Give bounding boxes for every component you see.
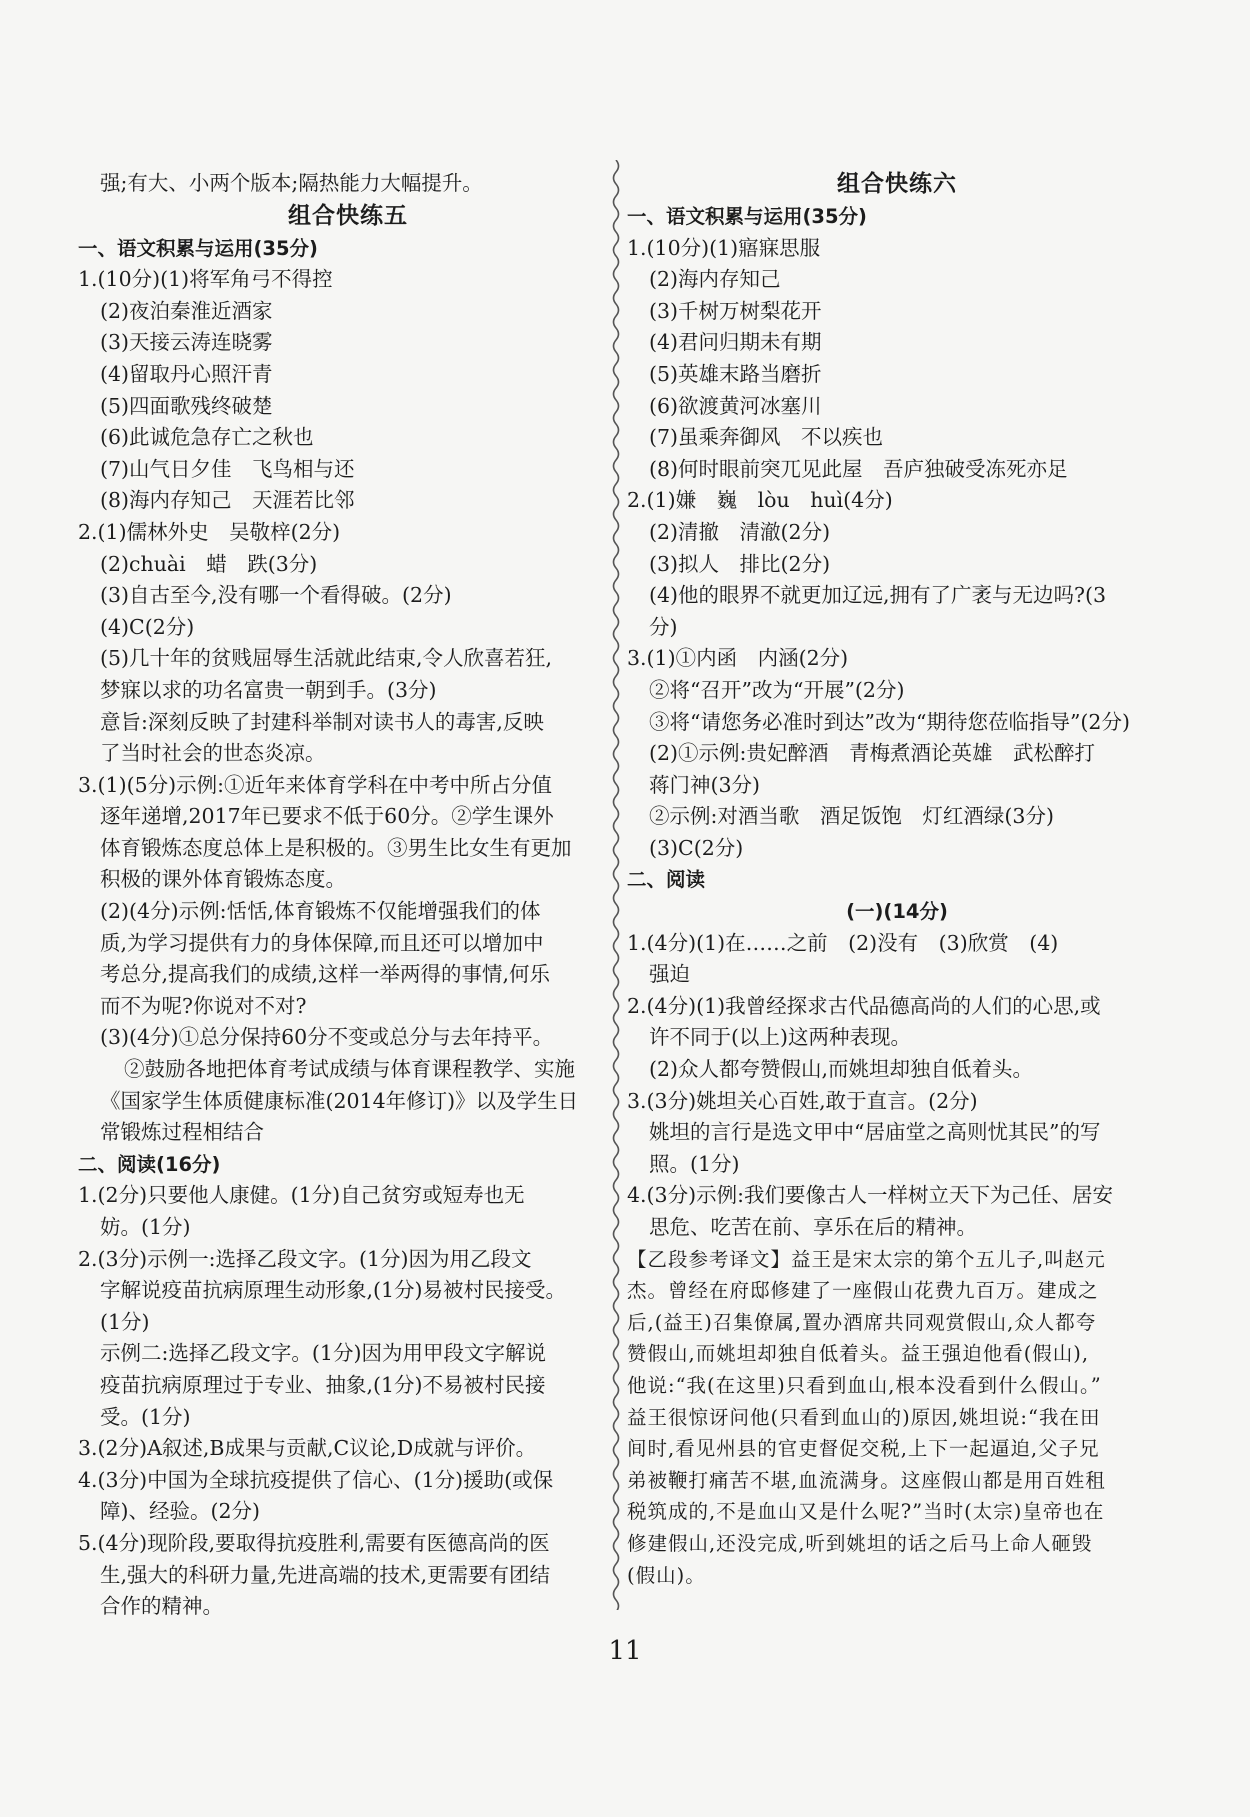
text-line: (2)(4分)示例:恬恬,体育锻炼不仅能增强我们的体 [100, 899, 541, 924]
text-line: 体育锻炼态度总体上是积极的。③男生比女生有更加 [100, 835, 572, 860]
text-line: 3.(3分)姚坦关心百姓,敢于直言。(2分) [627, 1088, 978, 1113]
section-title: 组合快练五 [288, 202, 408, 229]
text-line: (3)天接云涛连晓雾 [100, 330, 273, 355]
text-line: 赞假山,而姚坦却独自低着头。益王强迫他看(假山), [627, 1342, 1090, 1366]
text-line: (7)虽乘奔御风 不以疾也 [649, 425, 884, 450]
text-line: (2)海内存知己 [649, 267, 781, 292]
text-line: 了当时社会的世态炎凉。 [100, 741, 326, 766]
text-line: (4)君问归期未有期 [649, 330, 822, 355]
column-divider [609, 160, 623, 1610]
text-line: 2.(3分)示例一:选择乙段文字。(1分)因为用乙段文 [78, 1246, 532, 1271]
text-line: (2)chuài 蜡 跌(3分) [100, 551, 318, 576]
text-line: 2.(1)儒林外史 吴敬梓(2分) [78, 519, 341, 544]
text-line: 4.(3分)中国为全球抗疫提供了信心、(1分)援助(或保 [78, 1467, 554, 1492]
text-line: (4)C(2分) [100, 614, 195, 639]
text-line: 常锻炼过程相结合 [100, 1120, 264, 1145]
text-line: 后,(益王)召集僚属,置办酒席共同观赏假山,众人都夸 [627, 1310, 1097, 1334]
text-line: 他说:“我(在这里)只看到血山,根本没看到什么假山。” [627, 1373, 1102, 1397]
text-line: 蒋门神(3分) [649, 772, 761, 797]
section-heading: 一、语文积累与运用(35分) [627, 205, 867, 228]
text-line: 疫苗抗病原理过于专业、抽象,(1分)不易被村民接 [100, 1372, 546, 1397]
text-line: (3)千树万树梨花开 [649, 298, 822, 323]
text-line: 照。(1分) [649, 1151, 740, 1176]
text-line: (6)此诚危急存亡之秋也 [100, 425, 314, 450]
text-line: (2)众人都夸赞假山,而姚坦却独自低着头。 [649, 1057, 1034, 1082]
right-column [627, 168, 1167, 1591]
text-line: 姚坦的言行是选文甲中“居庙堂之高则忧其民”的写 [649, 1120, 1101, 1145]
text-line: 妨。(1分) [100, 1215, 191, 1239]
text-line: (6)欲渡黄河冰塞川 [649, 393, 822, 418]
text-line: 梦寐以求的功名富贵一朝到手。(3分) [100, 677, 437, 702]
text-line: 间时,看见州县的官吏督促交税,上下一起逼迫,父子兄 [627, 1437, 1100, 1461]
text-line: 【乙段参考译文】益王是宋太宗的第个五儿子,叫赵元 [627, 1247, 1106, 1271]
text-line: ③将“请您务必准时到达”改为“期待您莅临指导”(2分) [649, 709, 1130, 734]
text-line: 许不同于(以上)这两种表现。 [649, 1025, 911, 1050]
text-line: 3.(1)(5分)示例:①近年来体育学科在中考中所占分值 [78, 772, 553, 797]
text-line: 1.(10分)(1)将军角弓不得控 [78, 267, 333, 292]
section-heading: 一、语文积累与运用(35分) [78, 236, 318, 260]
text-line: ②将“召开”改为“开展”(2分) [649, 677, 905, 702]
text-line: 考总分,提高我们的成绩,这样一举两得的事情,何乐 [100, 962, 551, 987]
text-line: 障)、经验。(2分) [100, 1499, 261, 1524]
text-line: 分) [649, 614, 678, 639]
text-line: 修建假山,还没完成,听到姚坦的话之后马上命人砸毁 [627, 1531, 1093, 1555]
section-heading: 二、阅读 [627, 868, 706, 892]
text-line: (3)C(2分) [649, 835, 744, 860]
text-line: 益王很惊讶问他(只看到血山的)原因,姚坦说:“我在田 [627, 1405, 1101, 1429]
text-line: 强;有大、小两个版本;隔热能力大幅提升。 [100, 171, 483, 195]
text-line: 1.(4分)(1)在……之前 (2)没有 (3)欣赏 (4) [627, 930, 1059, 955]
text-line: (1分) [100, 1309, 150, 1334]
text-line: (2)清撤 清澈(2分) [649, 519, 831, 544]
text-line: 4.(3分)示例:我们要像古人一样树立天下为己任、居安 [627, 1183, 1114, 1208]
text-line: 2.(1)嫌 巍 lòu huì(4分) [627, 488, 893, 513]
text-line: ②鼓励各地把体育考试成绩与体育课程教学、实施 [124, 1057, 575, 1082]
text-line: 而不为呢?你说对不对? [100, 993, 307, 1018]
text-line: (8)何时眼前突兀见此屋 吾庐独破受冻死亦足 [649, 456, 1068, 481]
section-heading: 二、阅读(16分) [78, 1152, 221, 1176]
text-line: 5.(4分)现阶段,要取得抗疫胜利,需要有医德高尚的医 [78, 1530, 550, 1555]
text-line: 受。(1分) [100, 1404, 191, 1429]
text-line: 积极的课外体育锻炼态度。 [100, 867, 346, 892]
text-line: 税筑成的,不是血山又是什么呢?”当时(太宗)皇帝也在 [627, 1500, 1105, 1524]
text-line: 意旨:深刻反映了封建科举制对读书人的毒害,反映 [100, 709, 544, 734]
text-line: 3.(1)①内函 内涵(2分) [627, 646, 849, 671]
text-line: ②示例:对酒当歌 酒足饭饱 灯红酒绿(3分) [649, 804, 1054, 829]
text-line: 思危、吃苦在前、享乐在后的精神。 [649, 1215, 977, 1239]
text-line: (3)自古至今,没有哪一个看得破。(2分) [100, 583, 452, 608]
text-line: 《国家学生体质健康标准(2014年修订)》以及学生日 [100, 1088, 579, 1113]
text-line: (4)留取丹心照汗青 [100, 361, 273, 386]
text-line: 逐年递增,2017年已要求不低于60分。②学生课外 [100, 804, 554, 829]
text-line: (3)(4分)①总分保持60分不变或总分与去年持平。 [100, 1025, 554, 1050]
text-line: 质,为学习提供有力的身体保障,而且还可以增加中 [100, 930, 544, 955]
text-line: (4)他的眼界不就更加辽远,拥有了广袤与无边吗?(3 [649, 583, 1107, 608]
text-line: (8)海内存知己 天涯若比邻 [100, 488, 355, 513]
text-line: (假山)。 [627, 1563, 706, 1587]
text-line: 示例二:选择乙段文字。(1分)因为用甲段文字解说 [100, 1341, 546, 1366]
text-line: (5)英雄末路当磨折 [649, 361, 822, 386]
text-line: (2)夜泊秦淮近酒家 [100, 298, 273, 323]
text-line: 弟被鞭打痛苦不堪,血流满身。这座假山都是用百姓租 [627, 1468, 1106, 1492]
text-line: 杰。曾经在府邸修建了一座假山花费九百万。建成之 [627, 1279, 1099, 1303]
text-line: 2.(4分)(1)我曾经探求古代品德高尚的人们的心思,或 [627, 993, 1101, 1018]
page-number: 11 [608, 1636, 642, 1666]
section-heading: (一)(14分) [846, 900, 948, 924]
text-line: 强迫 [649, 962, 690, 987]
divider-line [614, 160, 619, 1610]
text-line: (2)①示例:贵妃醉酒 青梅煮酒论英雄 武松醉打 [649, 741, 1095, 766]
text-line: 1.(2分)只要他人康健。(1分)自己贫穷或短寿也无 [78, 1183, 525, 1208]
text-line: (7)山气日夕佳 飞鸟相与还 [100, 456, 355, 481]
text-line: (5)四面歌残终破楚 [100, 393, 273, 418]
section-title: 组合快练六 [837, 171, 957, 197]
text-line: 1.(10分)(1)寤寐思服 [627, 235, 821, 260]
text-line: (5)几十年的贫贱屈辱生活就此结束,令人欣喜若狂, [100, 646, 553, 671]
text-line: 3.(2分)A叙述,B成果与贡献,C议论,D成就与评价。 [78, 1436, 537, 1461]
left-column [78, 168, 618, 1623]
text-line: 生,强大的科研力量,先进高端的技术,更需要有团结 [100, 1562, 551, 1587]
text-line: 字解说疫苗抗病原理生动形象,(1分)易被村民接受。 [100, 1278, 567, 1303]
text-line: 合作的精神。 [100, 1594, 223, 1619]
text-line: (3)拟人 排比(2分) [649, 551, 831, 576]
